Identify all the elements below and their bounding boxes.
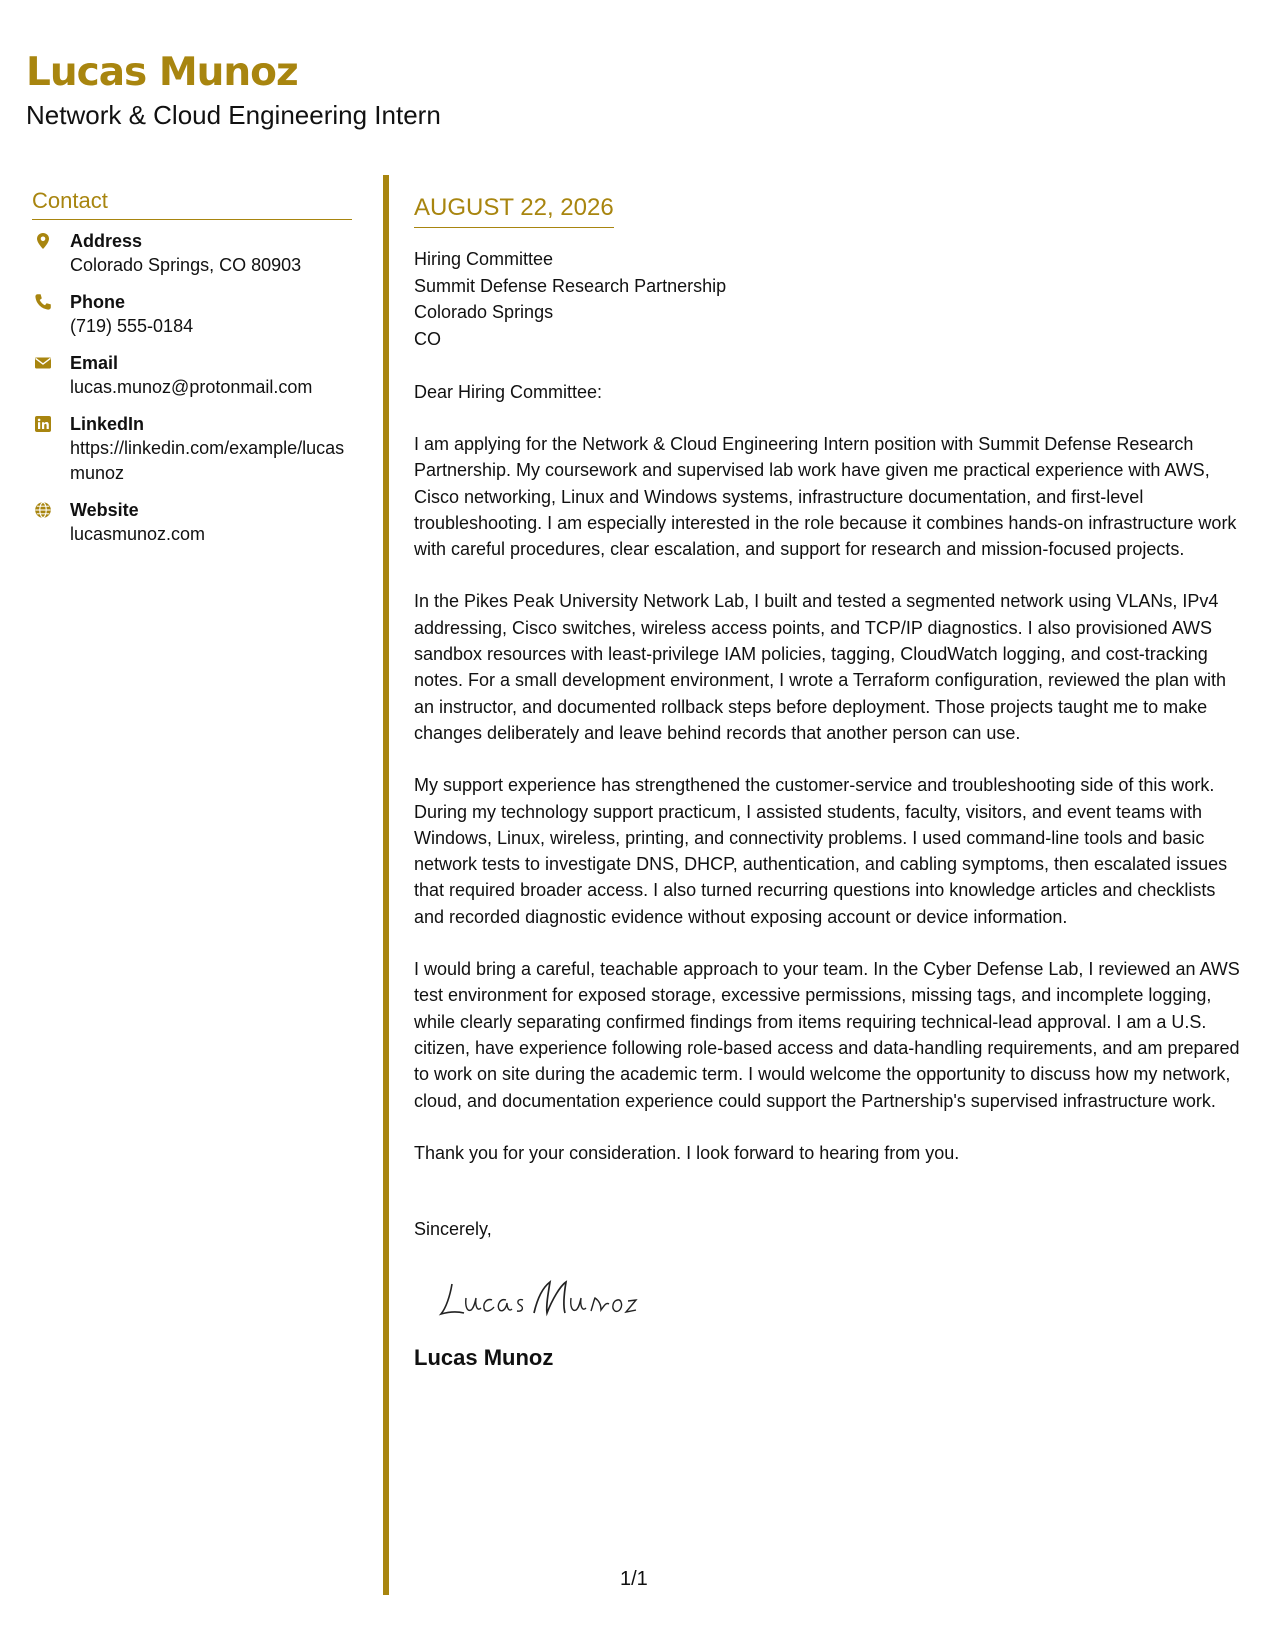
website-value[interactable]: lucasmunoz.com: [70, 524, 206, 544]
paragraph-support-experience: My support experience has strengthened the customer-service and troubleshooting side of this work. During my technology support practicum, I assisted students, faculty, visitors, and event teams with Windows, Linux, wireless, printing, and connectivity problems. I used command-line tools and basic network tests to investigate DNS, DHCP, authentication, and cabling symptoms, then escalated issues that required broader access. I also turned recurring questions into knowledge articles and checklists and recorded diagnostic evidence without exposing account or device information.: [414, 775, 1228, 927]
linkedin-icon: [34, 415, 52, 433]
contact-phone: [32, 290, 352, 339]
date-block: [414, 193, 614, 228]
letter-date: AUGUST 22, 2026: [414, 194, 614, 221]
recipient-state: CO: [414, 328, 441, 349]
contact-address: [32, 229, 352, 278]
letter-body: [414, 193, 1244, 1372]
paragraph-team-fit: I would bring a careful, teachable approach to your team. In the Cyber Defense Lab, I reviewed an AWS test environment for exposed storage, excessive permissions, missing tags, and incomplete logging, while clearly separating confirmed findings from items requiring technical-lead approval. I am a U.S. citizen, have experience following role-based access and data-handling requirements, and am prepared to work on site during the academic term. I would welcome the opportunity to discuss how my network, cloud, and documentation experience could support the Partnership's supervised infrastructure work.: [414, 959, 1240, 1111]
map-pin-icon: [34, 232, 52, 250]
vertical-divider: [383, 175, 389, 1595]
applicant-name: Lucas Munoz: [26, 50, 298, 95]
phone-label: Phone: [70, 292, 126, 312]
recipient-name: Hiring Committee: [414, 249, 554, 269]
handwritten-signature: [438, 1270, 668, 1322]
closing: Sincerely,: [414, 1219, 492, 1240]
recipient-organization: Summit Defense Research Partnership: [414, 275, 727, 296]
paragraph-intro: I am applying for the Network & Cloud Engineering Intern position with Summit Defense Research Partnership. My coursework and supervised lab work have given me practical experience with AWS, Cisco networking, Linux and Windows systems, infrastructure documentation, and first-level troubleshooting. I am especially interested in the role because it combines hands-on infrastructure work with careful procedures, clear escalation, and support for research and mission-focused projects.: [414, 434, 1237, 560]
linkedin-label: LinkedIn: [70, 414, 145, 434]
email-value[interactable]: lucas.munoz@protonmail.com: [70, 377, 313, 397]
phone-value: (719) 555-0184: [70, 316, 194, 336]
contact-sidebar: [32, 187, 352, 559]
phone-icon: [34, 293, 52, 311]
globe-icon: [34, 501, 52, 519]
paragraph-thanks: Thank you for your consideration. I look forward to hearing from you.: [414, 1142, 960, 1163]
salutation: Dear Hiring Committee:: [414, 382, 603, 402]
contact-heading: Contact: [32, 187, 352, 220]
website-label: Website: [70, 500, 139, 520]
recipient-block: [414, 246, 1244, 352]
email-label: Email: [70, 353, 119, 373]
contact-list: [32, 229, 352, 547]
envelope-icon: [34, 354, 52, 372]
recipient-city: Colorado Springs: [414, 302, 554, 322]
contact-email: [32, 351, 352, 400]
applicant-title: Network & Cloud Engineering Intern: [26, 100, 441, 130]
address-label: Address: [70, 231, 143, 251]
contact-linkedin: [32, 412, 352, 486]
contact-website: [32, 498, 352, 547]
address-value: Colorado Springs, CO 80903: [70, 255, 302, 275]
linkedin-value[interactable]: https://linkedin.com/example/lucasmunoz: [70, 438, 345, 483]
page-number: 1/1: [620, 1568, 648, 1590]
paragraph-lab-experience: In the Pikes Peak University Network Lab, I built and tested a segmented network using VLANs, IPv4 addressing, Cisco switches, wireless access points, and TCP/IP diagnostics. I also provisioned AWS sandbox resources with least-privilege IAM policies, tagging, CloudWatch logging, and cost-tracking notes. For a small development environment, I wrote a Terraform configuration, reviewed the plan with an instructor, and documented rollback steps before deployment. Those projects taught me to make changes deliberately and leave behind records that another person can use.: [414, 591, 1227, 743]
signer-name: Lucas Munoz: [414, 1345, 554, 1371]
